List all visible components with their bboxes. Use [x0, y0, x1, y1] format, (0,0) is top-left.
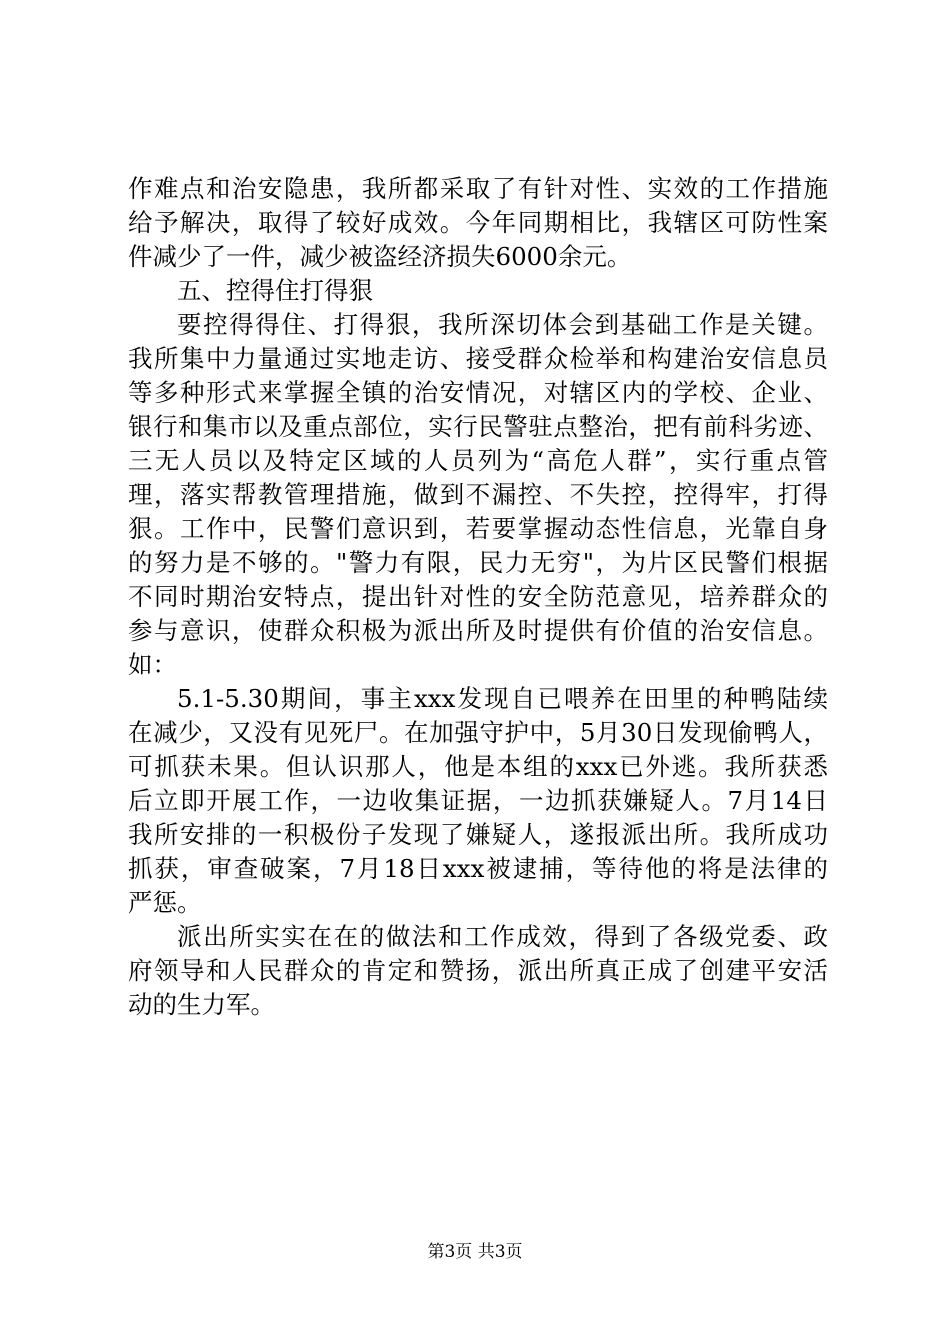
text-line: 等多种形式来掌握全镇的治安情况，对辖区内的学校、企业、 — [128, 378, 828, 407]
text-line: 派出所实实在在的做法和工作成效，得到了各级党委、政 — [177, 922, 828, 951]
text-line: 如： — [128, 650, 177, 679]
text-line: 我所集中力量通过实地走访、接受群众检举和构建治安信息员 — [128, 344, 828, 373]
text-line: 给予解决，取得了较好成效。今年同期相比，我辖区可防性案 — [128, 208, 828, 237]
text-line: 件减少了一件，减少被盗经济损失6000余元。 — [128, 242, 632, 271]
text-line: 狠。工作中，民警们意识到，若要掌握动态性信息，光靠自身 — [128, 514, 828, 543]
paragraph — [128, 308, 828, 682]
paragraph — [128, 274, 828, 308]
paragraph — [128, 682, 828, 920]
document-body — [128, 172, 828, 1022]
text-line: 抓获，审查破案，7月18日xxx被逮捕，等待他的将是法律的 — [128, 854, 828, 883]
text-line: 5.1-5.30期间，事主xxx发现自已喂养在田里的种鸭陆续 — [177, 684, 828, 713]
text-line: 我所安排的一积极份子发现了嫌疑人，遂报派出所。我所成功 — [128, 820, 828, 849]
text-line: 理，落实帮教管理措施，做到不漏控、不失控，控得牢，打得 — [128, 480, 828, 509]
text-line: 参与意识，使群众积极为派出所及时提供有价值的治安信息。 — [128, 616, 828, 645]
text-line: 可抓获未果。但认识那人，他是本组的xxx已外逃。我所获悉 — [128, 752, 828, 781]
text-line: 严惩。 — [128, 888, 202, 917]
text-line: 动的生力军。 — [128, 990, 275, 1019]
text-line: 三无人员以及特定区域的人员列为“高危人群”，实行重点管 — [128, 446, 828, 475]
text-line: 不同时期治安特点，提出针对性的安全防范意见，培养群众的 — [128, 582, 828, 611]
text-line: 银行和集市以及重点部位，实行民警驻点整治，把有前科劣迹、 — [128, 412, 828, 441]
page-footer: 第3页 共3页 — [427, 1242, 523, 1262]
text-line: 的努力是不够的。"警力有限，民力无穷"，为片区民警们根据 — [128, 548, 828, 577]
paragraph — [128, 920, 828, 1022]
text-line: 府领导和人民群众的肯定和赞扬，派出所真正成了创建平安活 — [128, 956, 828, 985]
paragraph — [128, 172, 828, 274]
text-line: 在减少，又没有见死尸。在加强守护中，5月30日发现偷鸭人， — [128, 718, 828, 747]
text-line: 后立即开展工作，一边收集证据，一边抓获嫌疑人。7月14日 — [128, 786, 828, 815]
text-line: 五、控得住打得狠 — [177, 276, 373, 305]
paragraph-list — [128, 172, 828, 1022]
text-line: 作难点和治安隐患，我所都采取了有针对性、实效的工作措施 — [128, 174, 828, 203]
text-line: 要控得得住、打得狠，我所深切体会到基础工作是关键。 — [177, 310, 828, 339]
